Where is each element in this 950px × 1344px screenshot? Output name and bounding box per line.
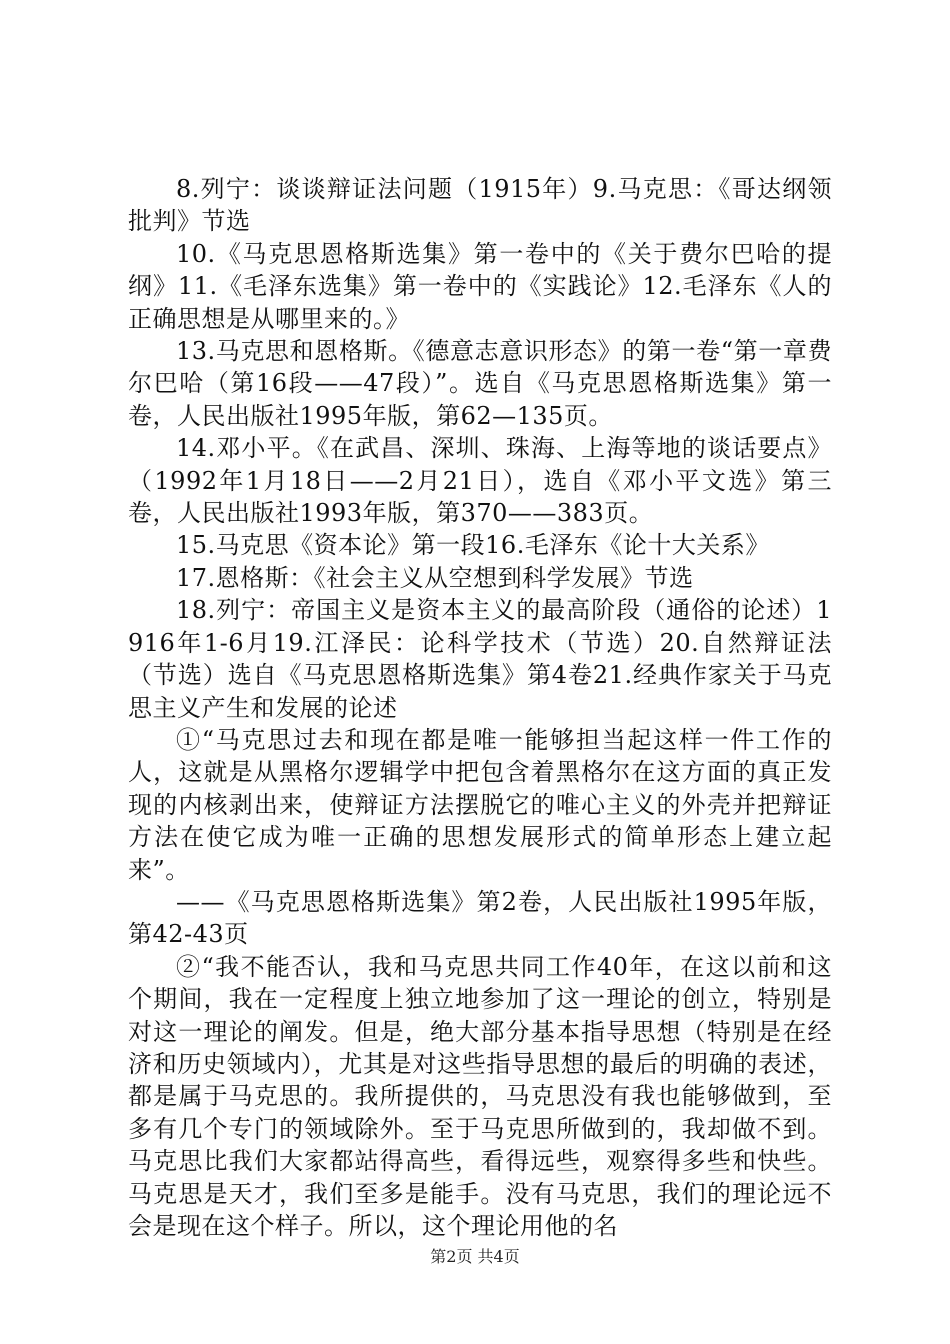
paragraph-14: 14.邓小平。《在武昌、深圳、珠海、上海等地的谈话要点》（1992年1月18日——2月21日），选自《邓小平文选》第三卷，人民出版社1993年版，第370——383页。 [128, 434, 832, 528]
paragraph-18-21: 18.列宁：帝国主义是资本主义的最高阶段（通俗的论述）1916年1-6月19.江泽民：论科学技术（节选）20.自然辩证法（节选）选自《马克思恩格斯选集》第4卷21.经典作家关于马克思主义产生和发展的论述 [128, 596, 832, 722]
quote-2: ②“我不能否认，我和马克思共同工作40年，在这以前和这个期间，我在一定程度上独立地参加了这一理论的创立，特别是对这一理论的阐发。但是，绝大部分基本指导思想（特别是在经济和历史领域内），尤其是对这些指导思想的最后的明确的表述，都是属于马克思的。我所提供的，马克思没有我也能够做到，至多有几个专门的领域除外。至于马克思所做到的，我却做不到。马克思比我们大家都站得高些，看得远些，观察得多些和快些。马克思是天才，我们至多是能手。没有马克思，我们的理论远不会是现在这个样子。所以，这个理论用他的名 [128, 952, 832, 1240]
quote-1: ①“马克思过去和现在都是唯一能够担当起这样一件工作的人，这就是从黑格尔逻辑学中把包含着黑格尔在这方面的真正发现的内核剥出来，使辩证方法摆脱它的唯心主义的外壳并把辩证方法在使它成为唯一正确的思想发展形式的简单形态上建立起来”。 [128, 725, 832, 884]
paragraph-17: 17.恩格斯：《社会主义从空想到科学发展》节选 [176, 563, 694, 592]
document-body [128, 173, 832, 1242]
paragraph-13: 13.马克思和恩格斯。《德意志意识形态》的第一卷“第一章费尔巴哈（第16段——47段）”。选自《马克思恩格斯选集》第一卷，人民出版社1995年版，第62—135页。 [128, 337, 832, 430]
paragraph-10-12: 10.《马克思恩格斯选集》第一卷中的《关于费尔巴哈的提纲》11.《毛泽东选集》第一卷中的《实践论》12.毛泽东《人的正确思想是从哪里来的。》 [128, 239, 832, 333]
quote-1-source: ——《马克思恩格斯选集》第2卷，人民出版社1995年版，第42-43页 [128, 887, 832, 949]
page-number: 第2页 共4页 [430, 1247, 520, 1266]
paragraph-8-9: 8.列宁：谈谈辩证法问题（1915年）9.马克思：《哥达纲领批判》节选 [128, 175, 832, 236]
paragraph-15-16: 15.马克思《资本论》第一段16.毛泽东《论十大关系》 [176, 531, 770, 560]
